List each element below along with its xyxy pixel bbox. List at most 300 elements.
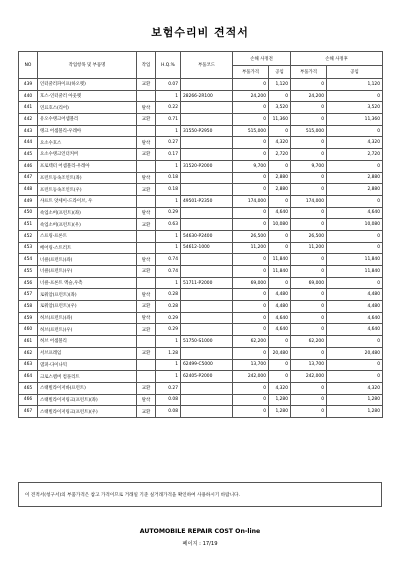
header-work: 작업 [137, 52, 156, 79]
table-row [19, 406, 383, 418]
price-notice: 이 견적서(청구서)의 부품가격은 참고 가격이므로 거래일 기준 실거래가격을 확인하여 사용하시기 바랍니다. [18, 482, 382, 507]
row-item-name: 탱크 어셈블리-우레아 [38, 125, 137, 137]
row-part-code: 54612-1000 [181, 242, 233, 254]
row-no: 460 [19, 324, 38, 336]
row-after-part-price: 69,000 [291, 277, 327, 289]
row-before-part-price: 0 [233, 137, 269, 149]
table-row [19, 230, 383, 242]
row-after-part-price: 0 [291, 406, 327, 418]
row-work-type: 탈착 [137, 102, 156, 114]
table-row [19, 219, 383, 231]
row-hq: 0.22 [156, 102, 181, 114]
row-before-labor: 0 [269, 230, 291, 242]
row-no: 466 [19, 394, 38, 406]
table-row [19, 371, 383, 383]
row-item-name: 호스-인터쿨러 아웃렛 [38, 90, 137, 102]
row-after-labor: 11,360 [327, 114, 383, 126]
row-part-code [181, 347, 233, 359]
row-no: 449 [19, 195, 38, 207]
row-no: 462 [19, 347, 38, 359]
row-hq: 1 [156, 195, 181, 207]
row-item-name: 너클(프런트)(좌) [38, 254, 137, 266]
row-item-name: 너클-프론트 액슬,우측 [38, 277, 137, 289]
row-item-name: 샤프트 앗세이-드라이브, 우 [38, 195, 137, 207]
row-hq: 0.17 [156, 149, 181, 161]
row-before-part-price: 0 [233, 312, 269, 324]
row-before-labor: 4,320 [269, 137, 291, 149]
table-row [19, 242, 383, 254]
row-item-name: 서브프레임 [38, 347, 137, 359]
row-item-name: 프런트등속조인트(좌) [38, 172, 137, 184]
row-after-part-price: 0 [291, 312, 327, 324]
row-hq: 0.27 [156, 137, 181, 149]
row-after-labor: 3,520 [327, 102, 383, 114]
row-part-code [181, 137, 233, 149]
row-part-code [181, 324, 233, 336]
row-after-part-price: 174,000 [291, 195, 327, 207]
row-before-labor: 4,640 [269, 207, 291, 219]
estimate-table [18, 51, 383, 418]
row-before-labor: 4,480 [269, 301, 291, 313]
row-before-labor: 1,280 [269, 406, 291, 418]
table-row [19, 160, 383, 172]
row-before-part-price: 0 [233, 266, 269, 278]
row-no: 464 [19, 371, 38, 383]
row-before-labor: 2,880 [269, 184, 291, 196]
row-after-labor: 0 [327, 336, 383, 348]
row-part-code [181, 382, 233, 394]
row-before-part-price: 0 [233, 406, 269, 418]
row-before-part-price: 24,200 [233, 90, 269, 102]
row-hq: 0.63 [156, 219, 181, 231]
row-no: 439 [19, 79, 38, 91]
row-work-type: 교환 [137, 382, 156, 394]
header-item: 작업항목 및 부품명 [38, 52, 137, 79]
row-before-labor: 0 [269, 125, 291, 137]
table-row [19, 359, 383, 371]
row-after-labor: 2,880 [327, 172, 383, 184]
row-work-type: 교환 [137, 149, 156, 161]
row-hq: 0.74 [156, 254, 181, 266]
footer-title: AUTOMOBILE REPAIR COST On-line [139, 528, 261, 535]
row-after-labor: 4,640 [327, 207, 383, 219]
estimate-table-container [18, 51, 382, 418]
row-after-part-price: 11,200 [291, 242, 327, 254]
row-part-code [181, 406, 233, 418]
row-after-part-price: 515,000 [291, 125, 327, 137]
row-item-name: 댐퍼-다이나믹 [38, 359, 137, 371]
row-before-part-price: 0 [233, 172, 269, 184]
row-no: 459 [19, 312, 38, 324]
table-row [19, 289, 383, 301]
row-hq: 0.08 [156, 394, 181, 406]
row-no: 448 [19, 184, 38, 196]
table-row [19, 382, 383, 394]
row-hq: 1 [156, 359, 181, 371]
row-before-labor: 4,480 [269, 289, 291, 301]
row-before-labor: 2,720 [269, 149, 291, 161]
row-part-code [181, 114, 233, 126]
row-before-labor: 0 [269, 336, 291, 348]
row-hq: 1 [156, 336, 181, 348]
row-work-type [137, 90, 156, 102]
page-indicator: 페이지 : 17/19 [182, 541, 218, 547]
row-work-type: 교환 [137, 79, 156, 91]
row-hq: 1 [156, 371, 181, 383]
row-before-part-price: 0 [233, 382, 269, 394]
row-part-code [181, 266, 233, 278]
table-row [19, 207, 383, 219]
row-before-part-price: 0 [233, 114, 269, 126]
row-item-name: 요소수호스 [38, 137, 137, 149]
row-before-labor: 0 [269, 359, 291, 371]
row-after-labor: 0 [327, 277, 383, 289]
row-after-labor: 0 [327, 371, 383, 383]
row-part-code [181, 184, 233, 196]
row-after-labor: 0 [327, 359, 383, 371]
row-before-part-price: 0 [233, 102, 269, 114]
row-after-labor: 0 [327, 160, 383, 172]
row-hq: 0.27 [156, 382, 181, 394]
row-after-labor: 1,280 [327, 406, 383, 418]
row-hq: 1 [156, 242, 181, 254]
row-before-labor: 4,320 [269, 382, 291, 394]
row-hq: 0.74 [156, 266, 181, 278]
row-hq: 0.29 [156, 207, 181, 219]
row-item-name: 연료호스(리어) [38, 102, 137, 114]
table-row [19, 312, 383, 324]
row-after-labor: 4,320 [327, 137, 383, 149]
row-work-type: 교환 [137, 301, 156, 313]
row-part-code: 51750-S1000 [181, 336, 233, 348]
row-item-name: 크로스멤버 컴플리트 [38, 371, 137, 383]
row-hq: 1 [156, 277, 181, 289]
row-after-part-price: 0 [291, 172, 327, 184]
row-before-labor: 1,280 [269, 394, 291, 406]
row-before-labor: 0 [269, 277, 291, 289]
row-no: 441 [19, 102, 38, 114]
row-before-part-price: 0 [233, 254, 269, 266]
row-work-type: 탈착 [137, 254, 156, 266]
row-after-part-price: 0 [291, 289, 327, 301]
row-no: 455 [19, 266, 38, 278]
row-part-code [181, 289, 233, 301]
row-after-part-price: 0 [291, 382, 327, 394]
row-before-labor: 11,360 [269, 114, 291, 126]
row-after-labor: 4,320 [327, 382, 383, 394]
row-after-part-price: 0 [291, 254, 327, 266]
row-item-name: 쇽업소버(프런트)(우) [38, 219, 137, 231]
document-title: 보험수리비 견적서 [151, 26, 249, 39]
row-no: 442 [19, 114, 38, 126]
table-row [19, 172, 383, 184]
row-item-name: 스프링-프론트 [38, 230, 137, 242]
header-before-labor: 공임 [269, 66, 291, 79]
row-part-code [181, 301, 233, 313]
row-hq: 0.29 [156, 312, 181, 324]
row-work-type [137, 336, 156, 348]
row-work-type: 교환 [137, 347, 156, 359]
row-before-part-price: 62,200 [233, 336, 269, 348]
table-row [19, 277, 383, 289]
row-part-code [181, 207, 233, 219]
row-after-labor: 0 [327, 242, 383, 254]
row-item-name: 쇽업소버(프런트)(좌) [38, 207, 137, 219]
row-no: 443 [19, 125, 38, 137]
row-after-part-price: 0 [291, 79, 327, 91]
row-part-code [181, 102, 233, 114]
row-before-labor: 0 [269, 195, 291, 207]
row-hq: 0.18 [156, 184, 181, 196]
row-part-code [181, 149, 233, 161]
table-row [19, 102, 383, 114]
table-row [19, 184, 383, 196]
header-before-part-price: 부품가격 [233, 66, 269, 79]
row-before-labor: 1,120 [269, 79, 291, 91]
row-no: 458 [19, 301, 38, 313]
header-no: NO [19, 52, 38, 79]
row-work-type: 탈착 [137, 394, 156, 406]
row-before-part-price: 0 [233, 301, 269, 313]
header-after-part-price: 부품가격 [291, 66, 327, 79]
row-before-labor: 11,840 [269, 266, 291, 278]
row-work-type: 교환 [137, 266, 156, 278]
table-row [19, 149, 383, 161]
row-work-type: 교환 [137, 406, 156, 418]
row-after-labor: 4,640 [327, 312, 383, 324]
row-after-part-price: 0 [291, 324, 327, 336]
table-row [19, 266, 383, 278]
table-row [19, 79, 383, 91]
row-before-labor: 0 [269, 160, 291, 172]
table-row [19, 137, 383, 149]
row-before-labor: 20,480 [269, 347, 291, 359]
row-before-part-price: 69,000 [233, 277, 269, 289]
table-row [19, 125, 383, 137]
row-item-name: 베어링-스트러트 [38, 242, 137, 254]
row-before-part-price: 0 [233, 219, 269, 231]
row-hq: 0.29 [156, 324, 181, 336]
row-part-code [181, 79, 233, 91]
row-work-type: 탈착 [137, 137, 156, 149]
row-after-part-price: 0 [291, 394, 327, 406]
row-after-labor: 4,480 [327, 301, 383, 313]
row-before-part-price: 0 [233, 289, 269, 301]
row-part-code: 54630-P2400 [181, 230, 233, 242]
row-after-part-price: 0 [291, 207, 327, 219]
row-no: 450 [19, 207, 38, 219]
row-part-code: 51711-P2000 [181, 277, 233, 289]
row-before-part-price: 0 [233, 324, 269, 336]
row-hq: 0.08 [156, 406, 181, 418]
row-after-labor: 2,720 [327, 149, 383, 161]
row-after-part-price: 0 [291, 149, 327, 161]
row-after-labor: 11,840 [327, 254, 383, 266]
row-part-code: 31520-P2000 [181, 160, 233, 172]
row-before-labor: 0 [269, 371, 291, 383]
row-work-type [137, 195, 156, 207]
row-before-part-price: 11,200 [233, 242, 269, 254]
row-hq: 0.71 [156, 114, 181, 126]
row-part-code [181, 254, 233, 266]
row-no: 447 [19, 172, 38, 184]
row-work-type: 교환 [137, 114, 156, 126]
row-before-labor: 4,640 [269, 324, 291, 336]
row-item-name: 너클(프런트)(우) [38, 266, 137, 278]
row-before-part-price: 0 [233, 79, 269, 91]
row-after-part-price: 0 [291, 102, 327, 114]
row-after-part-price: 9,700 [291, 160, 327, 172]
row-work-type [137, 277, 156, 289]
row-after-labor: 0 [327, 90, 383, 102]
row-hq: 1 [156, 160, 181, 172]
row-after-labor: 2,880 [327, 184, 383, 196]
row-after-labor: 0 [327, 125, 383, 137]
row-part-code [181, 394, 233, 406]
row-work-type [137, 125, 156, 137]
row-hq: 0.18 [156, 172, 181, 184]
row-no: 445 [19, 149, 38, 161]
row-hq: 1 [156, 90, 181, 102]
row-item-name: 요소수탱크언더커버 [38, 149, 137, 161]
row-part-code: 31550-P2950 [181, 125, 233, 137]
table-body [19, 79, 383, 418]
row-work-type: 탈착 [137, 172, 156, 184]
row-work-type [137, 242, 156, 254]
row-after-part-price: 0 [291, 347, 327, 359]
row-before-labor: 3,520 [269, 102, 291, 114]
row-work-type: 탈착 [137, 289, 156, 301]
row-before-labor: 0 [269, 90, 291, 102]
row-item-name: 인터쿨러파이프(하오렛) [38, 79, 137, 91]
row-work-type: 교환 [137, 324, 156, 336]
row-no: 457 [19, 289, 38, 301]
table-row [19, 195, 383, 207]
row-work-type [137, 371, 156, 383]
row-item-name: 허브(프런트)(우) [38, 324, 137, 336]
header-after: 손해 사정후 [291, 52, 383, 66]
row-after-labor: 0 [327, 195, 383, 207]
row-hq: 0.28 [156, 289, 181, 301]
row-before-part-price: 174,000 [233, 195, 269, 207]
row-before-part-price: 0 [233, 207, 269, 219]
row-after-labor: 20,480 [327, 347, 383, 359]
table-row [19, 254, 383, 266]
row-no: 440 [19, 90, 38, 102]
row-after-part-price: 0 [291, 266, 327, 278]
row-after-part-price: 0 [291, 184, 327, 196]
table-row [19, 90, 383, 102]
row-before-labor: 11,840 [269, 254, 291, 266]
row-no: 453 [19, 242, 38, 254]
row-part-code [181, 219, 233, 231]
row-no: 446 [19, 160, 38, 172]
row-after-part-price: 0 [291, 219, 327, 231]
row-after-labor: 4,640 [327, 324, 383, 336]
row-before-part-price: 515,000 [233, 125, 269, 137]
row-item-name: 유오수탱크어셈블리 [38, 114, 137, 126]
row-item-name: 프로텍터 어셈블리-우레아 [38, 160, 137, 172]
row-no: 465 [19, 382, 38, 394]
row-work-type [137, 359, 156, 371]
row-hq: 1 [156, 125, 181, 137]
row-before-part-price: 0 [233, 394, 269, 406]
row-after-part-price: 26,500 [291, 230, 327, 242]
row-work-type: 탈착 [137, 207, 156, 219]
table-row [19, 114, 383, 126]
table-row [19, 301, 383, 313]
row-before-part-price: 0 [233, 149, 269, 161]
row-work-type: 교환 [137, 219, 156, 231]
row-no: 452 [19, 230, 38, 242]
row-part-code: 49501-P2350 [181, 195, 233, 207]
row-before-labor: 10,080 [269, 219, 291, 231]
row-before-part-price: 9,700 [233, 160, 269, 172]
row-after-labor: 0 [327, 230, 383, 242]
row-after-part-price: 24,200 [291, 90, 327, 102]
row-after-labor: 11,840 [327, 266, 383, 278]
row-after-labor: 10,080 [327, 219, 383, 231]
header-after-labor: 공임 [327, 66, 383, 79]
row-work-type: 탈착 [137, 312, 156, 324]
row-part-code: 62405-P2000 [181, 371, 233, 383]
header-code: 부품코드 [181, 52, 233, 79]
row-no: 456 [19, 277, 38, 289]
row-hq: 1.28 [156, 347, 181, 359]
row-before-labor: 4,640 [269, 312, 291, 324]
row-no: 461 [19, 336, 38, 348]
row-after-part-price: 242,000 [291, 371, 327, 383]
table-header [19, 52, 383, 79]
row-after-part-price: 13,700 [291, 359, 327, 371]
row-before-part-price: 26,500 [233, 230, 269, 242]
row-hq: 0.28 [156, 301, 181, 313]
row-part-code [181, 172, 233, 184]
row-no: 463 [19, 359, 38, 371]
row-after-labor: 4,480 [327, 289, 383, 301]
row-after-labor: 1,280 [327, 394, 383, 406]
row-before-labor: 2,880 [269, 172, 291, 184]
row-part-code: 62499-C5000 [181, 359, 233, 371]
row-item-name: 로워암(프런트)(우) [38, 301, 137, 313]
row-item-name: 스태빌라이저링크(프런트)(좌) [38, 394, 137, 406]
row-after-part-price: 0 [291, 137, 327, 149]
row-hq: 0.07 [156, 79, 181, 91]
row-before-part-price: 0 [233, 347, 269, 359]
table-row [19, 347, 383, 359]
row-part-code [181, 312, 233, 324]
table-row [19, 394, 383, 406]
table-row [19, 324, 383, 336]
row-no: 444 [19, 137, 38, 149]
row-item-name: 스태빌라이저바(프런트) [38, 382, 137, 394]
row-no: 451 [19, 219, 38, 231]
row-item-name: 허브 어셈블리 [38, 336, 137, 348]
row-no: 467 [19, 406, 38, 418]
table-row [19, 336, 383, 348]
header-before: 손해 사정전 [233, 52, 291, 66]
row-item-name: 스태빌라이저링크(프런트)(우) [38, 406, 137, 418]
row-after-part-price: 62,200 [291, 336, 327, 348]
row-before-part-price: 242,000 [233, 371, 269, 383]
row-hq: 1 [156, 230, 181, 242]
row-item-name: 프런트등속조인트(우) [38, 184, 137, 196]
row-work-type: 교환 [137, 184, 156, 196]
row-no: 454 [19, 254, 38, 266]
row-item-name: 로워암(프런트)(좌) [38, 289, 137, 301]
row-item-name: 허브(프런트)(좌) [38, 312, 137, 324]
row-after-part-price: 0 [291, 114, 327, 126]
